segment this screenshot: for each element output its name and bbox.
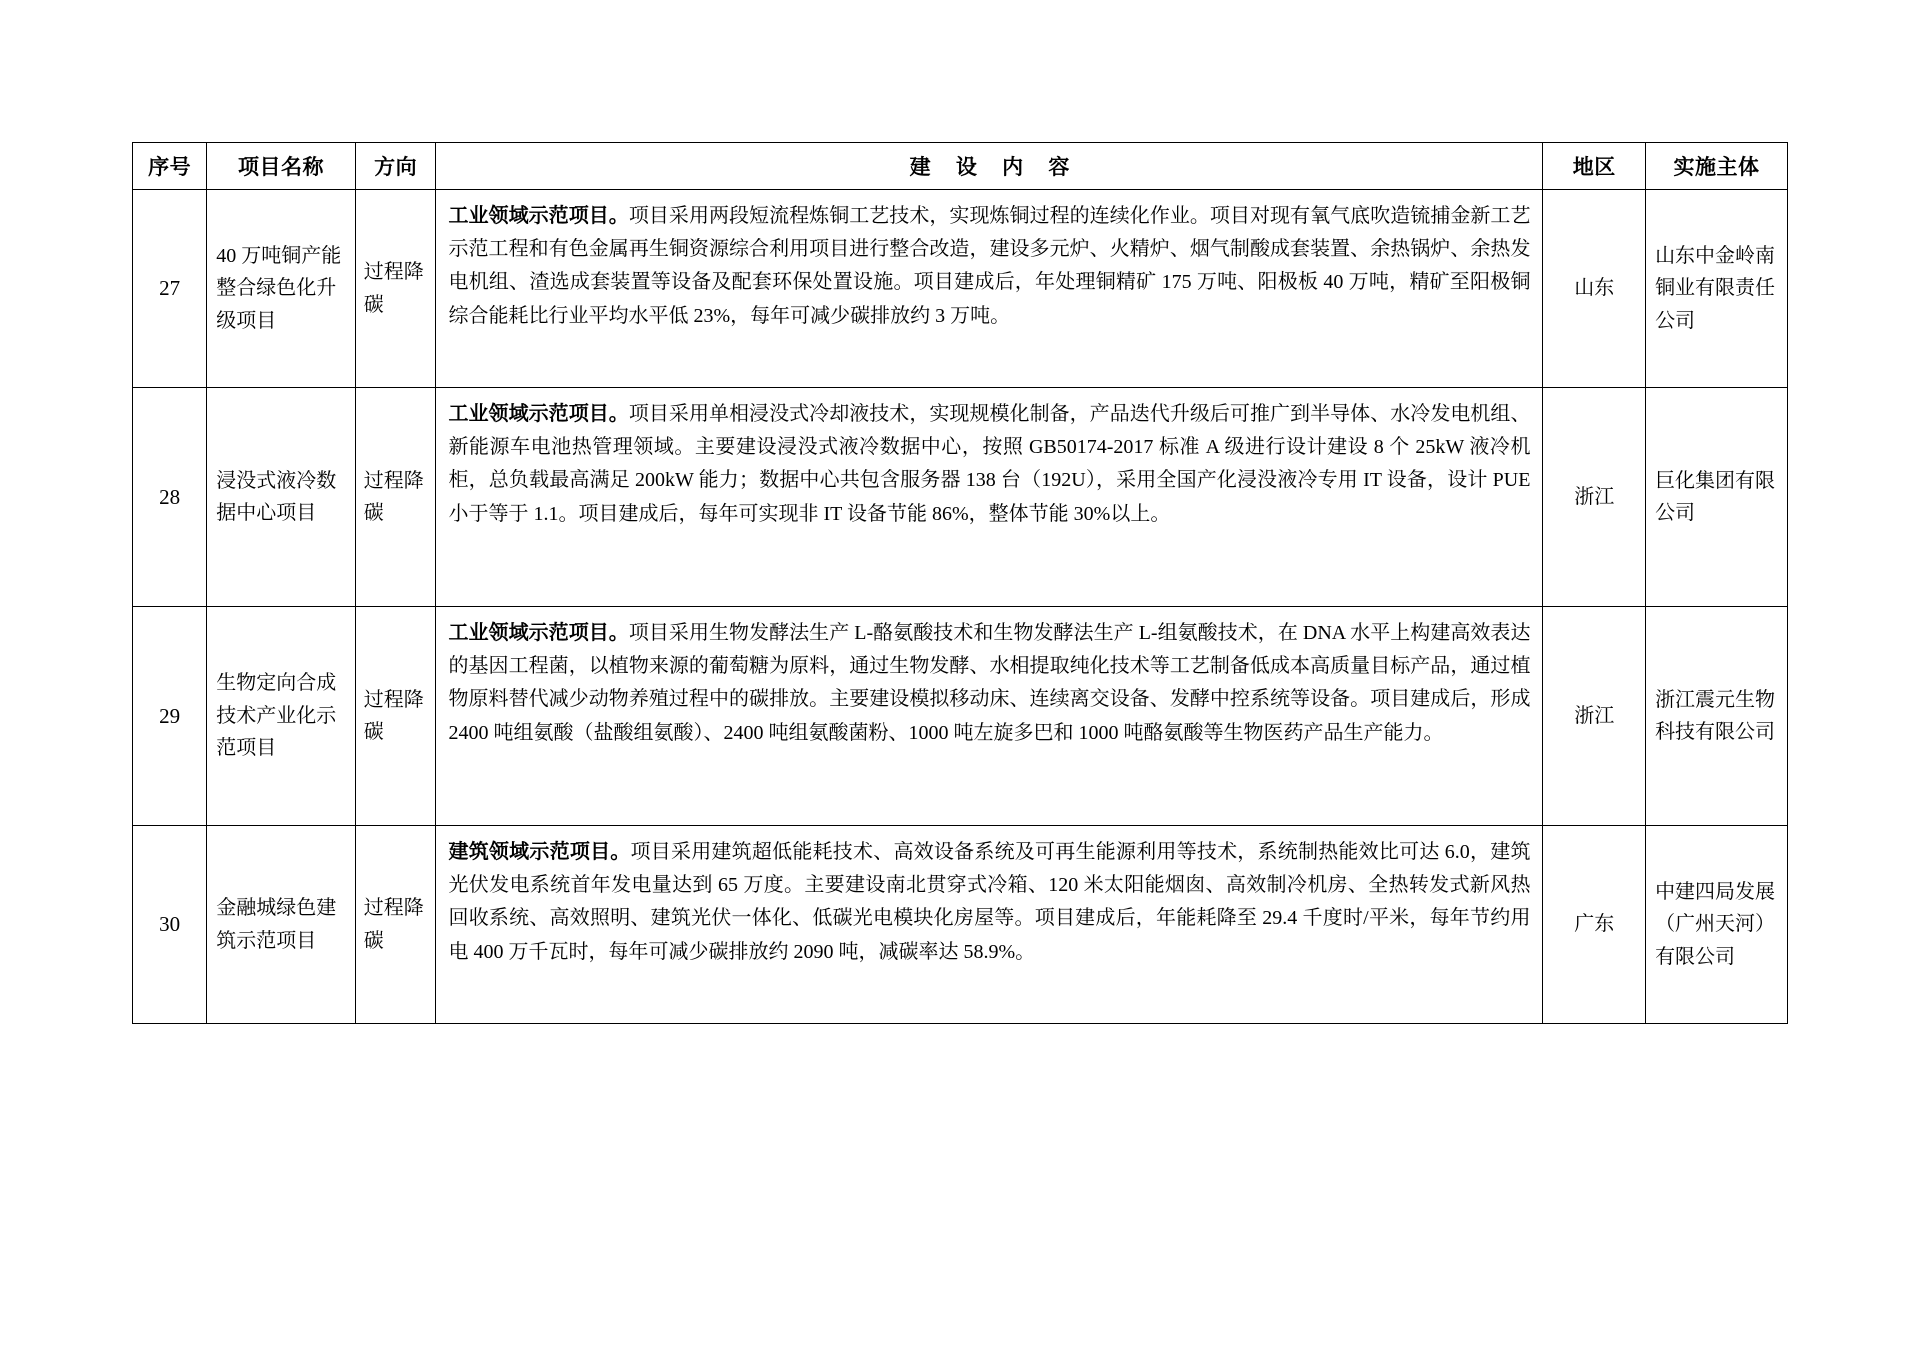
cell-construction-content xyxy=(436,607,1543,826)
cell-region: 山东 xyxy=(1543,190,1646,388)
cell-seq: 29 xyxy=(133,607,207,826)
content-category-label: 建筑领域示范项目。 xyxy=(448,841,631,863)
content-category-label: 工业领域示范项目。 xyxy=(448,205,629,227)
column-header-project-name: 项目名称 xyxy=(207,143,355,190)
cell-construction-content xyxy=(436,826,1543,1024)
cell-project-name: 浸没式液冷数据中心项目 xyxy=(207,388,355,607)
table-row xyxy=(133,388,1788,607)
column-header-construction-content: 建 设 内 容 xyxy=(436,143,1543,190)
content-body: 项目采用生物发酵法生产 L-酪氨酸技术和生物发酵法生产 L-组氨酸技术，在 DNA 水平上构建高效表达的基因工程菌，以植物来源的葡萄糖为原料，通过生物发酵、水相提取纯化技术等工艺制备低成本高质量目标产品，通过植物原料替代减少动物养殖过程中的碳排放。主要建设模拟移动床、连续离交设备、发酵中控系统等设备。项目建成后，形成 2400 吨组氨酸（盐酸组氨酸）、2400 吨组氨酸菌粉、1000 吨左旋多巴和 1000 吨酪氨酸等生物医药产品生产能力。 xyxy=(448,622,1531,744)
cell-direction: 过程降碳 xyxy=(355,826,436,1024)
table-row xyxy=(133,826,1788,1024)
cell-construction-content xyxy=(436,388,1543,607)
content-body: 项目采用单相浸没式冷却液技术，实现规模化制备，产品迭代升级后可推广到半导体、水冷发电机组、新能源车电池热管理领域。主要建设浸没式液冷数据中心，按照 GB50174-2017 标准 A 级进行设计建设 8 个 25kW 液冷机柜，总负载最高满足 200kW 能力；数据中心共包含服务器 138 台（192U），采用全国产化浸没液冷专用 IT 设备，设计 PUE 小于等于 1.1。项目建成后，每年可实现非 IT 设备节能 86%，整体节能 30%以上。 xyxy=(448,403,1531,525)
cell-project-name: 生物定向合成技术产业化示范项目 xyxy=(207,607,355,826)
column-header-subject: 实施主体 xyxy=(1646,143,1788,190)
cell-project-name: 40 万吨铜产能整合绿色化升级项目 xyxy=(207,190,355,388)
cell-seq: 30 xyxy=(133,826,207,1024)
cell-subject: 浙江震元生物科技有限公司 xyxy=(1646,607,1788,826)
column-header-seq: 序号 xyxy=(133,143,207,190)
cell-region: 广东 xyxy=(1543,826,1646,1024)
column-header-region: 地区 xyxy=(1543,143,1646,190)
content-category-label: 工业领域示范项目。 xyxy=(448,403,629,425)
content-category-label: 工业领域示范项目。 xyxy=(448,622,629,644)
content-body: 项目采用两段短流程炼铜工艺技术，实现炼铜过程的连续化作业。项目对现有氧气底吹造锍捕金新工艺示范工程和有色金属再生铜资源综合利用项目进行整合改造，建设多元炉、火精炉、烟气制酸成套装置、余热锅炉、余热发电机组、渣选成套装置等设备及配套环保处置设施。项目建成后，年处理铜精矿 175 万吨、阳极板 40 万吨，精矿至阳极铜综合能耗比行业平均水平低 23%，每年可减少碳排放约 3 万吨。 xyxy=(448,205,1531,327)
column-header-direction: 方向 xyxy=(355,143,436,190)
cell-subject: 中建四局发展（广州天河）有限公司 xyxy=(1646,826,1788,1024)
project-list-table xyxy=(132,142,1788,1024)
table-row xyxy=(133,190,1788,388)
cell-direction: 过程降碳 xyxy=(355,190,436,388)
table-row xyxy=(133,607,1788,826)
cell-project-name: 金融城绿色建筑示范项目 xyxy=(207,826,355,1024)
table-header-row xyxy=(133,143,1788,190)
cell-region: 浙江 xyxy=(1543,388,1646,607)
cell-seq: 28 xyxy=(133,388,207,607)
cell-direction: 过程降碳 xyxy=(355,607,436,826)
cell-subject: 山东中金岭南铜业有限责任公司 xyxy=(1646,190,1788,388)
cell-direction: 过程降碳 xyxy=(355,388,436,607)
cell-subject: 巨化集团有限公司 xyxy=(1646,388,1788,607)
cell-seq: 27 xyxy=(133,190,207,388)
content-body: 项目采用建筑超低能耗技术、高效设备系统及可再生能源利用等技术，系统制热能效比可达 6.0，建筑光伏发电系统首年发电量达到 65 万度。主要建设南北贯穿式冷箱、120 米太阳能烟囱、高效制冷机房、全热转发式新风热回收系统、高效照明、建筑光伏一体化、低碳光电模块化房屋等。项目建成后，年能耗降至 29.4 千度时/平米，每年节约用电 400 万千瓦时，每年可减少碳排放约 2090 吨，减碳率达 58.9%。 xyxy=(448,841,1531,963)
cell-construction-content xyxy=(436,190,1543,388)
cell-region: 浙江 xyxy=(1543,607,1646,826)
